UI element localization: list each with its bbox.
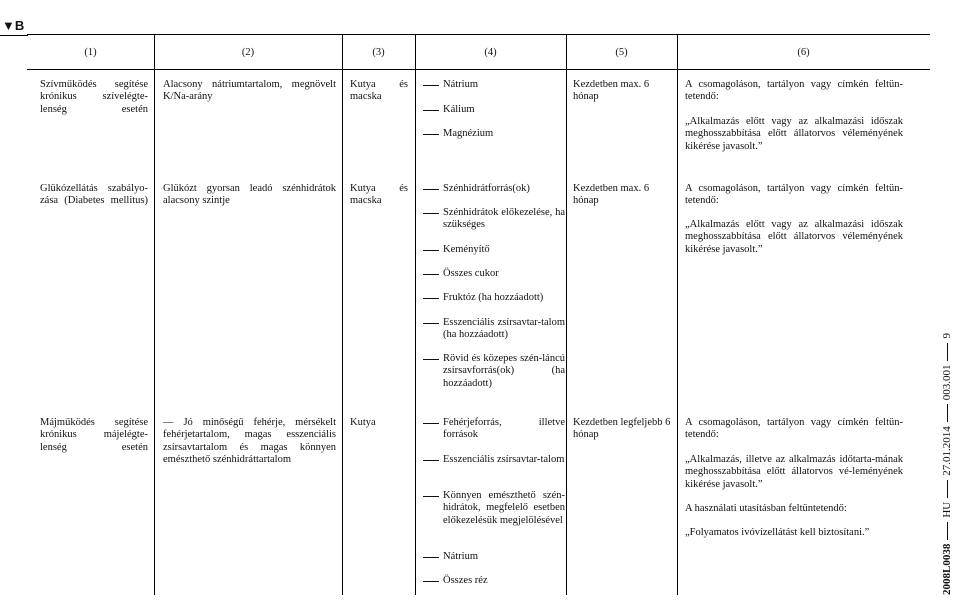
row3-declaration-item: Fehérjeforrás, illetve források — [423, 417, 565, 442]
column-divider — [415, 35, 416, 595]
marker-rule — [0, 35, 28, 36]
column-divider — [342, 35, 343, 595]
row1-species: Kutya és macska — [350, 79, 408, 103]
row2-declaration-item: Keményítő — [423, 244, 561, 256]
column-header-6: (6) — [797, 47, 810, 58]
row3-feeding-period: Kezdetben legfeljebb 6 hónap — [573, 417, 671, 441]
column-header-1: (1) — [84, 47, 97, 58]
row1-feeding-period: Kezdetben max. 6 hónap — [573, 79, 650, 103]
column-header-3: (3) — [372, 47, 385, 58]
row2-declaration-item: Szénhidrátforrás(ok) — [423, 183, 561, 195]
row3-declaration-item: Esszenciális zsírsavtar-talom — [423, 454, 565, 466]
row2-declaration-item: Szénhidrátok előkezelése, ha szükséges — [423, 207, 565, 232]
document-reference-strip — [936, 333, 960, 600]
row1-labelling-quote: „Alkalmazás előtt vagy az alkalmazási időszak meghosszabbítása előtt állatorvos véleményének kikérése javasolt.” — [685, 116, 903, 152]
row2-declaration-item: Fruktóz (ha hozzáadott) — [423, 292, 561, 304]
row2-declaration-item: Rövid és közepes szén-láncú zsírsavforrás(ok) (ha hozzáadott) — [423, 353, 565, 390]
language-code: HU — [941, 501, 953, 518]
row3-nutritional-characteristics: — Jó minőségű fehérje, mérsékelt fehérjetartalom, magas esszenciális zsírsavtartalom és magas könnyen emészthető szénhidráttartalom — [163, 417, 336, 465]
row2-nutritional-characteristics: Glükózt gyorsan leadó szénhidrátok alacsony szintje — [163, 183, 336, 207]
row3-instructions-quote: „Folyamatos ivóvízellátást kell biztosítani.” — [685, 527, 870, 538]
row2-labelling-quote: „Alkalmazás előtt vagy az alkalmazási időszak meghosszabbítása előtt állatorvos véleményének kikérése javasolt.” — [685, 219, 903, 255]
document-id: 2008L0038 — [941, 543, 953, 595]
row3-instructions-note: A használati utasításban feltüntetendő: — [685, 503, 847, 514]
row2-labelling-note: A csomagoláson, tartályon vagy címkén feltün-tetendő: — [685, 183, 903, 207]
column-header-2: (2) — [241, 47, 255, 58]
row2-feeding-period: Kezdetben max. 6 hónap — [573, 183, 650, 207]
row2-declaration-item: Összes cukor — [423, 268, 561, 280]
row3-labelling-quote: „Alkalmazás, illetve az alkalmazás időtarta-mának meghosszabbítása előtt állatorvos vé-leményének kikérése javasolt.” — [685, 454, 903, 490]
row1-declaration-item: Magnézium — [423, 128, 561, 140]
version-number: 003.001 — [941, 364, 953, 401]
row3-declaration-item: Könnyen emészthető szén-hidrátok, megfelelő esetben előkezelésük megjelölésével — [423, 490, 565, 527]
row2-purpose: Glükózellátás szabályo-zása (Diabetes mellitus) — [40, 183, 148, 207]
column-header-5: (5) — [615, 47, 628, 58]
row1-declaration-item: Nátrium — [423, 79, 561, 91]
page-number: 9 — [941, 333, 953, 339]
regulation-table — [27, 34, 930, 595]
row1-purpose: Szívműködés segítése krónikus szívelégte-lenség esetén — [40, 79, 148, 115]
row2-species: Kutya és macska — [350, 183, 408, 207]
row1-labelling-note: A csomagoláson, tartályon vagy címkén feltün-tetendő: — [685, 79, 903, 103]
row3-declaration-item: Összes réz — [423, 575, 561, 587]
row1-nutritional-characteristics: Alacsony nátriumtartalom, megnövelt K/Na-arány — [163, 79, 336, 103]
row3-species: Kutya — [350, 417, 376, 428]
consolidation-date: 27.01.2014 — [941, 426, 953, 476]
header-rule — [27, 69, 930, 70]
row3-declaration-item: Nátrium — [423, 551, 561, 563]
amendment-marker: ▼B — [2, 18, 25, 33]
column-divider — [677, 35, 678, 595]
column-divider — [154, 35, 155, 595]
column-header-4: (4) — [484, 47, 497, 58]
row3-purpose: Májműködés segítése krónikus májelégte-lenség esetén — [40, 417, 148, 453]
row3-labelling-note: A csomagoláson, tartályon vagy címkén feltün-tetendő: — [685, 417, 903, 441]
row2-declaration-item: Esszenciális zsírsavtar-talom (ha hozzáadott) — [423, 317, 565, 342]
row1-declaration-item: Kálium — [423, 104, 561, 116]
column-divider — [566, 35, 567, 595]
